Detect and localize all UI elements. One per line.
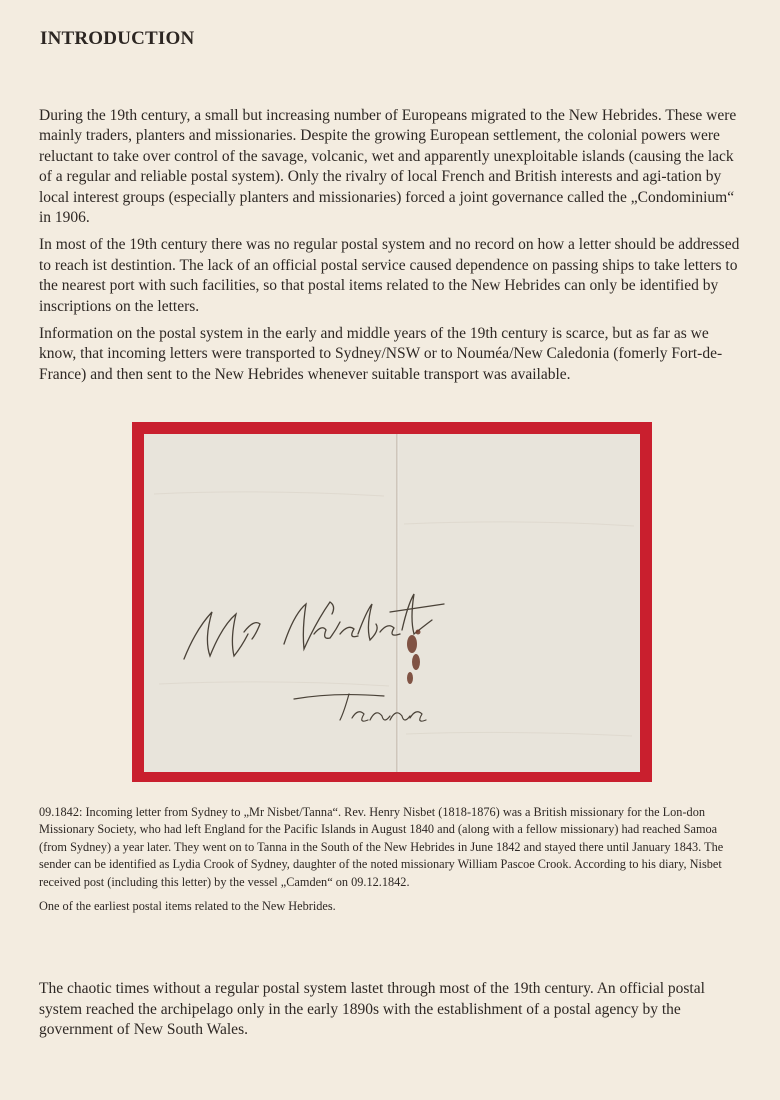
caption-paragraph: One of the earliest postal items related to the New Hebrides. bbox=[39, 899, 336, 914]
intro-paragraph: In most of the 19th century there was no regular postal system and no record on how a letter should be addressed to reach ist destintion. The lack of an official postal service caused dependence on passing ships to take letters to the nearest port with such facilities, so that postal items related to the New Hebrides can only be identified by inscriptions on the letters. bbox=[39, 236, 740, 315]
red-mount bbox=[132, 422, 652, 782]
handwritten-address bbox=[144, 434, 640, 772]
cover-letter-image bbox=[144, 434, 640, 772]
closing-paragraph: The chaotic times without a regular postal system lastet through most of the 19th century. An official postal system reached the archipelago only in the early 1890s with the establishment of a postal agency by the government of New South Wales. bbox=[39, 980, 705, 1039]
page-heading: INTRODUCTION bbox=[40, 28, 195, 49]
caption-paragraph: 09.1842: Incoming letter from Sydney to „Mr Nisbet/Tanna“. Rev. Henry Nisbet (1818-1876) was a British missionary for the Lon-don Missionary Society, who had left England for the Pacific Islands in August 1840 and (along with a fellow missionary) had reached Samoa (from Sydney) a year later. They went on to Tanna in the South of the New Hebrides in June 1842 and stayed there until January 1843. The sender can be identified as Lydia Crook of Sydney, daughter of the noted missionary William Pascoe Crook. According to his diary, Nisbet received post (including this letter) by the vessel „Camden“ on 09.12.1842. bbox=[39, 805, 724, 889]
intro-paragraph: Information on the postal system in the early and middle years of the 19th century is scarce, but as far as we know, that incoming letters were transported to Sydney/NSW or to Nouméa/New Caledonia (fomerly Fort-de-France) and then sent to the New Hebrides whenever suitable transport was available. bbox=[39, 325, 723, 383]
intro-section bbox=[39, 106, 741, 392]
caption-section bbox=[39, 804, 747, 922]
intro-paragraph: During the 19th century, a small but increasing number of Europeans migrated to the New Hebrides. These were mainly traders, planters and missionaries. Despite the growing European settlement, the colonial powers were reluctant to take over control of the savage, volcanic, wet and apparently unexploitable islands (causing the lack of a regular and reliable postal system). Only the rivalry of local French and British interests and agi-tation by local interest groups (especially planters and missionaries) forced a joint governance called the „Condominium“ in 1906. bbox=[39, 107, 737, 227]
